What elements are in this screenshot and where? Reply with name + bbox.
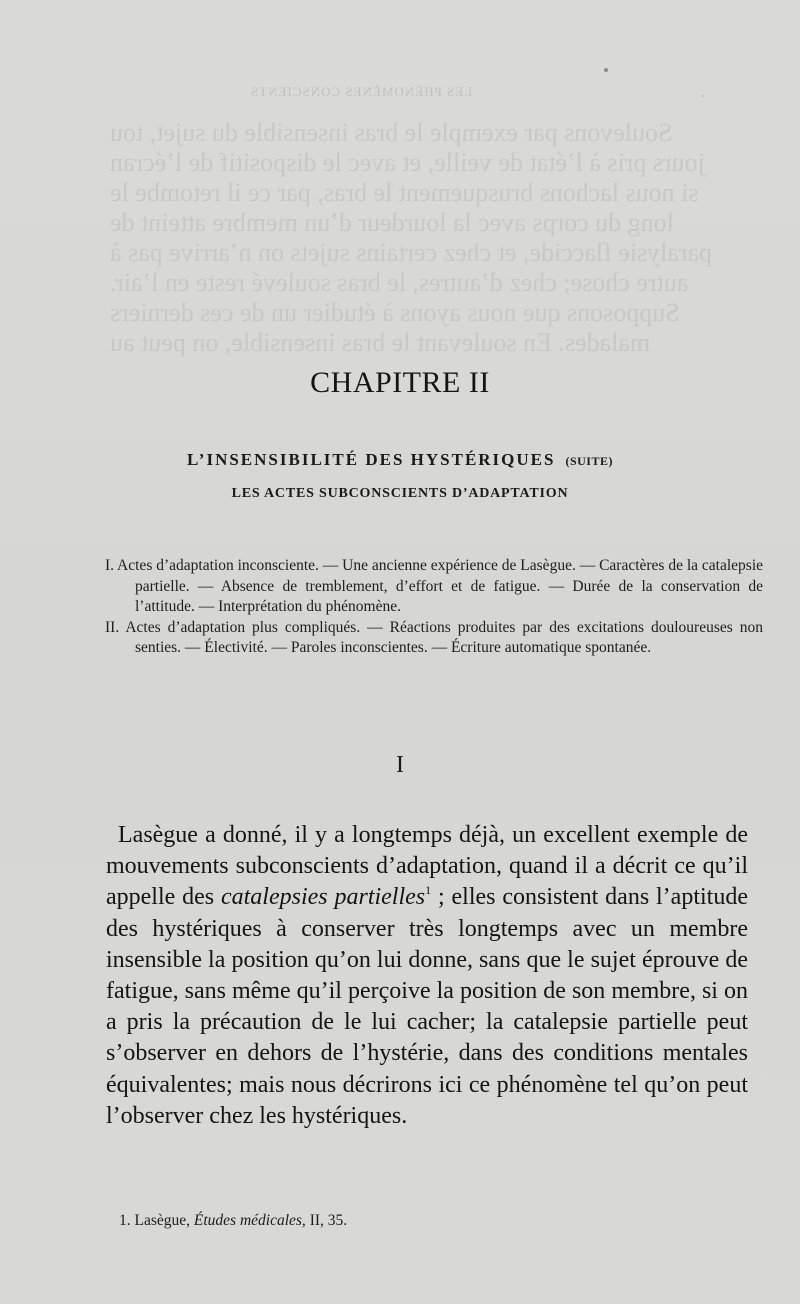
- chapter-subtitle-text: L’INSENSIBILITÉ DES HYSTÉRIQUES: [187, 450, 556, 469]
- chapter-title: CHAPITRE II: [310, 366, 490, 399]
- bleed-through-page-number: ·: [700, 86, 706, 106]
- bleed-through-header: LES PHÉNOMÈNES CONSCIENTS: [250, 84, 473, 99]
- footnote-reference[interactable]: 1: [425, 883, 432, 898]
- footnote-reference-detail: II, 35.: [309, 1212, 348, 1229]
- paper-speck: [604, 68, 608, 72]
- section-heading: LES ACTES SUBCONSCIENTS D’ADAPTATION: [231, 486, 569, 501]
- footnote-work: Études médicales,: [193, 1212, 306, 1229]
- chapter-subtitle-suffix: (SUITE): [565, 454, 613, 468]
- body-text-start: Lasègue a donné, il y a longtemps déjà, un excellent exemple de mouvements subconscients d’adaptation, quand il a décrit ce qu’il appelle des: [106, 822, 748, 911]
- body-italic-term: catalepsies partielles: [220, 884, 426, 911]
- body-paragraph: [106, 820, 748, 1132]
- footnote: [119, 1212, 347, 1230]
- book-page: LES PHÉNOMÈNES CONSCIENTS · Soulevons par exemple le bras insensible du sujet, tou jours pris à l’état de veille, et avec le dispositif de l’écran si nous lachons brusquement le bras, par ce il retombe le long du corps avec la lourdeur d’un membre atteint de paralysie flaccide, et chez certains sujets on n’arrive pas à autre chose; chez d’autres, le bras soulevé reste en l’air. Supposons que nous ayons à étudier un de ces derniers malades. En soulevant le bras insensible, on peut au CHAPITRE II L’INSENSIBILITÉ DES HYSTÉRIQUES (SUITE) LES ACTES SUBCONSCIENTS D’ADAPTATION I. Actes d’adaptation inconsciente. — Une ancienne expérience de Lasègue. — Caractères de la catalepsie partielle. — Absence de tremblement, d’effort et de fatigue. — Durée de la conservation de l’attitude. — Interprétation du phénomène. II. Actes d’adaptation plus compliqués. — Réactions produites par des excitations douloureuses non senties. — Électivité. — Paroles inconscientes. — Écriture automatique spontanée. I Lasègue a donné, il y a longtemps déjà, un excellent exemple de mouvements subconscients d’adaptation, quand il a décrit ce qu’il appelle des catalepsies partielles$^1$ ; elles consistent dans l’aptitude des hystériques à conserver très longtemps avec un membre insensible la position qu’on lui donne, sans que le sujet éprouve de fatigue, sans même qu’il perçoive la position de son membre, si on a pris la précaution de le lui cacher; la catalepsie partielle peut s’observer en dehors de l’hystérie, dans des conditions mentales équivalentes; mais nous décrirons ici ce phénomène tel qu’on peut l’observer chez les hystériques. 1. Lasègue, Études médicales, II, 35.: [0, 0, 800, 1304]
- chapter-subtitle: [0, 450, 800, 470]
- section-number: I: [396, 752, 404, 778]
- footnote-number: 1.: [119, 1212, 131, 1229]
- bleed-through-lines: Soulevons par exemple le bras insensible du sujet, tou: [110, 118, 673, 147]
- body-text-end: ; elles consistent dans l’aptitude des hystériques à conserver très longtemps avec un membre insensible la position qu’on lui donne, sans que le sujet éprouve de fatigue, sans même qu’il perçoive la position de son membre, si on a pris la précaution de le lui cacher; la catalepsie partielle peut s’observer en dehors de l’hystérie, dans des conditions mentales équivalentes; mais nous décrirons ici ce phénomène tel qu’on peut l’observer chez les hystériques.: [106, 884, 748, 1129]
- footnote-author: Lasègue,: [134, 1212, 191, 1229]
- chapter-summary: [105, 556, 763, 659]
- summary-item-1: I. Actes d’adaptation inconsciente. — Une ancienne expérience de Lasègue. — Caractères de la catalepsie partielle. — Absence de tremblement, d’effort et de fatigue. — Durée de la conservation de l’attitude. — Interprétation du phénomène.: [105, 557, 764, 615]
- summary-item-2: II. Actes d’adaptation plus compliqués. — Réactions produites par des excitations douloureuses non senties. — Électivité. — Paroles inconscientes. — Écriture automatique spontanée.: [105, 618, 763, 656]
